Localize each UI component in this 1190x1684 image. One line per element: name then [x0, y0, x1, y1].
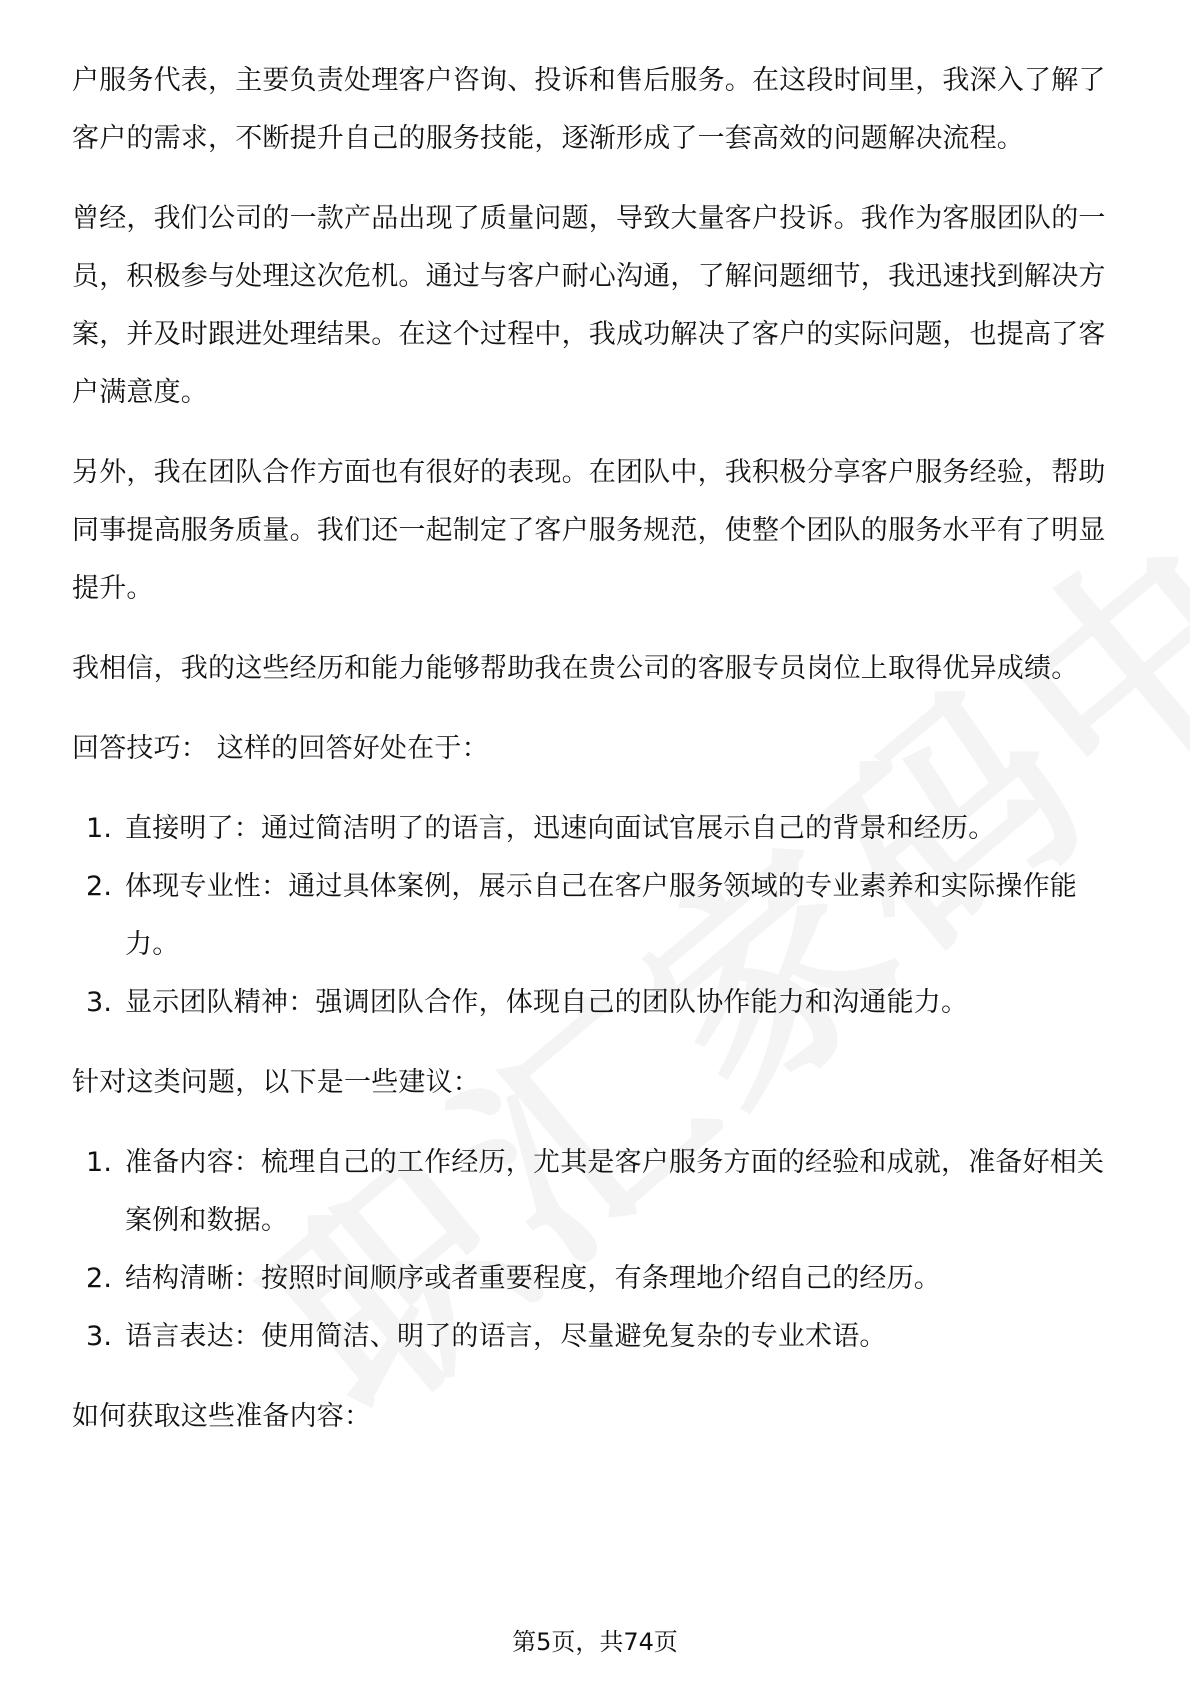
list-item-text: 准备内容：梳理自己的工作经历，尤其是客户服务方面的经验和成就，准备好相关案例和数据。 — [125, 1147, 1105, 1236]
list-item-text: 显示团队精神：强调团队合作，体现自己的团队协作能力和沟通能力。 — [125, 987, 969, 1018]
document-page — [72, 52, 1122, 1468]
list-item-number: 3. — [86, 987, 113, 1018]
paragraph-conclusion: 我相信，我的这些经历和能力能够帮助我在贵公司的客服专员岗位上取得优异成绩。 — [72, 653, 1079, 684]
list-item — [72, 1250, 1122, 1308]
paragraph-how-to-prepare: 如何获取这些准备内容： — [72, 1401, 372, 1432]
list-item-text: 语言表达：使用简洁、明了的语言，尽量避免复杂的专业术语。 — [125, 1321, 887, 1352]
list-item-number: 1. — [86, 1147, 113, 1178]
paragraph-answer-tips: 回答技巧： 这样的回答好处在于： — [72, 733, 489, 764]
page-number-footer: 第5页，共74页 — [512, 1628, 678, 1656]
list-item-number: 2. — [86, 871, 113, 902]
paragraph-suggestions: 针对这类问题，以下是一些建议： — [72, 1067, 480, 1098]
suggestions-list — [72, 1134, 1122, 1366]
tips-list — [72, 800, 1122, 1032]
list-item — [72, 974, 1122, 1032]
list-item-text: 体现专业性：通过具体案例，展示自己在客户服务领域的专业素养和实际操作能力。 — [125, 871, 1077, 960]
list-item — [72, 1308, 1122, 1366]
list-item — [72, 858, 1122, 974]
list-item — [72, 800, 1122, 858]
list-item-text: 直接明了：通过简洁明了的语言，迅速向面试官展示自己的背景和经历。 — [125, 813, 996, 844]
list-item-number: 1. — [86, 813, 113, 844]
paragraph-teamwork: 另外，我在团队合作方面也有很好的表现。在团队中，我积极分享客户服务经验，帮助同事提高服务质量。我们还一起制定了客户服务规范，使整个团队的服务水平有了明显提升。 — [72, 457, 1106, 604]
list-item-number: 2. — [86, 1263, 113, 1294]
list-item — [72, 1134, 1122, 1250]
paragraph-experience: 户服务代表，主要负责处理客户咨询、投诉和售后服务。在这段时间里，我深入了解了客户的需求，不断提升自己的服务技能，逐渐形成了一套高效的问题解决流程。 — [72, 65, 1106, 154]
list-item-number: 3. — [86, 1321, 113, 1352]
list-item-text: 结构清晰：按照时间顺序或者重要程度，有条理地介绍自己的经历。 — [125, 1263, 941, 1294]
paragraph-crisis-case: 曾经，我们公司的一款产品出现了质量问题，导致大量客户投诉。我作为客服团队的一员，积极参与处理这次危机。通过与客户耐心沟通，了解问题细节，我迅速找到解决方案，并及时跟进处理结果。在这个过程中，我成功解决了客户的实际问题，也提高了客户满意度。 — [72, 203, 1106, 408]
